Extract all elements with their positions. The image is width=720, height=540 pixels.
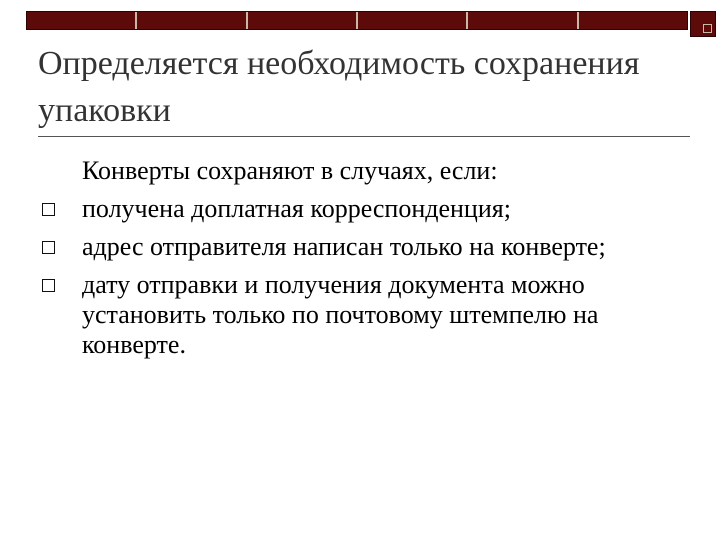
slide-intro-text: Конверты сохраняют в случаях, если: <box>82 156 498 185</box>
decorative-top-bar <box>26 11 688 30</box>
corner-square-inner <box>703 24 712 33</box>
bullet-list <box>40 194 680 368</box>
bullet-item <box>40 270 680 360</box>
top-bar-segment <box>137 12 247 29</box>
top-bar-segment <box>579 12 687 29</box>
decorative-corner-square <box>690 11 716 37</box>
bullet-item <box>40 194 680 224</box>
bullet-item-text: адрес отправителя написан только на конверте; <box>82 232 606 261</box>
hollow-square-bullet-icon <box>42 203 55 216</box>
top-bar-segment <box>468 12 578 29</box>
bullet-item-text: получена доплатная корреспонденция; <box>82 194 511 223</box>
slide-title: Определяется необходимость сохранения упаковки <box>38 45 640 129</box>
top-bar-segment <box>358 12 468 29</box>
top-bar-segment <box>27 12 137 29</box>
bullet-item-text: дату отправки и получения документа можно установить только по почтовому штемпелю на конверте. <box>82 270 599 359</box>
top-bar-segment <box>248 12 358 29</box>
bullet-item <box>40 232 680 262</box>
hollow-square-bullet-icon <box>42 279 55 292</box>
hollow-square-bullet-icon <box>42 241 55 254</box>
title-divider <box>38 136 690 137</box>
